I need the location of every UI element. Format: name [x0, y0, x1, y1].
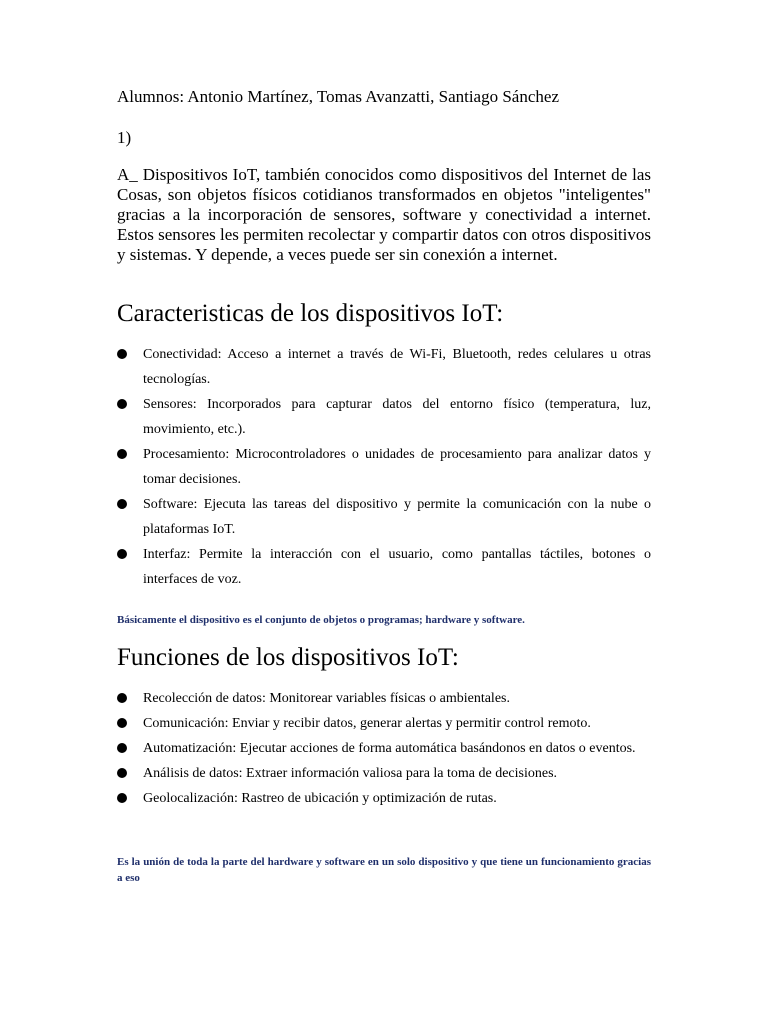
list-item-text: Análisis de datos: Extraer información valiosa para la toma de decisiones.: [143, 766, 558, 781]
list-item-text: Interfaz: Permite la interacción con el usuario, como pantallas táctiles, botones o interfaces de voz.: [143, 547, 651, 587]
list-item-text: Automatización: Ejecutar acciones de forma automática basándonos en datos o eventos.: [143, 741, 636, 756]
list-item: [117, 711, 651, 736]
functions-list: [117, 686, 651, 811]
list-item: [117, 736, 651, 761]
intro-paragraph: A_ Dispositivos IoT, también conocidos como dispositivos del Internet de las Cosas, son objetos físicos cotidianos transformados en objetos "inteligentes" gracias a la incorporación de sensores, software y conectividad a internet. Estos sensores les permiten recolectar y compartir datos con otros dispositivos y sistemas. Y depende, a veces puede ser sin conexión a internet.: [117, 165, 651, 264]
list-item: [117, 392, 651, 442]
bullet-icon: [117, 743, 127, 753]
list-item-text: Procesamiento: Microcontroladores o unidades de procesamiento para analizar datos y tomar decisiones.: [143, 447, 651, 487]
bullet-icon: [117, 793, 127, 803]
bullet-icon: [117, 399, 127, 409]
list-item: [117, 761, 651, 786]
bullet-icon: [117, 499, 127, 509]
bullet-icon: [117, 768, 127, 778]
authors-line: Alumnos: Antonio Martínez, Tomas Avanzatti, Santiago Sánchez: [117, 87, 559, 106]
list-item: [117, 342, 651, 392]
list-item: [117, 442, 651, 492]
functions-note: Es la unión de toda la parte del hardware y software en un solo dispositivo y que tiene un funcionamiento gracias a eso: [117, 856, 651, 884]
bullet-icon: [117, 349, 127, 359]
list-item-text: Sensores: Incorporados para capturar datos del entorno físico (temperatura, luz, movimiento, etc.).: [143, 397, 651, 437]
list-item-text: Geolocalización: Rastreo de ubicación y optimización de rutas.: [143, 791, 497, 806]
bullet-icon: [117, 693, 127, 703]
list-item: [117, 542, 651, 592]
list-item: [117, 492, 651, 542]
characteristics-note: Básicamente el dispositivo es el conjunto de objetos o programas; hardware y software.: [117, 614, 525, 626]
characteristics-heading: Caracteristicas de los dispositivos IoT:: [117, 300, 504, 327]
list-item-text: Software: Ejecuta las tareas del dispositivo y permite la comunicación con la nube o plataformas IoT.: [143, 497, 651, 537]
list-item-text: Recolección de datos: Monitorear variables físicas o ambientales.: [143, 691, 510, 706]
characteristics-list: [117, 342, 651, 592]
bullet-icon: [117, 449, 127, 459]
list-item-text: Comunicación: Enviar y recibir datos, generar alertas y permitir control remoto.: [143, 716, 591, 731]
list-item: [117, 786, 651, 811]
bullet-icon: [117, 549, 127, 559]
list-item-text: Conectividad: Acceso a internet a través de Wi-Fi, Bluetooth, redes celulares u otras tecnologías.: [143, 347, 651, 387]
question-number: 1): [117, 128, 132, 147]
list-item: [117, 686, 651, 711]
bullet-icon: [117, 718, 127, 728]
functions-heading: Funciones de los dispositivos IoT:: [117, 644, 459, 671]
